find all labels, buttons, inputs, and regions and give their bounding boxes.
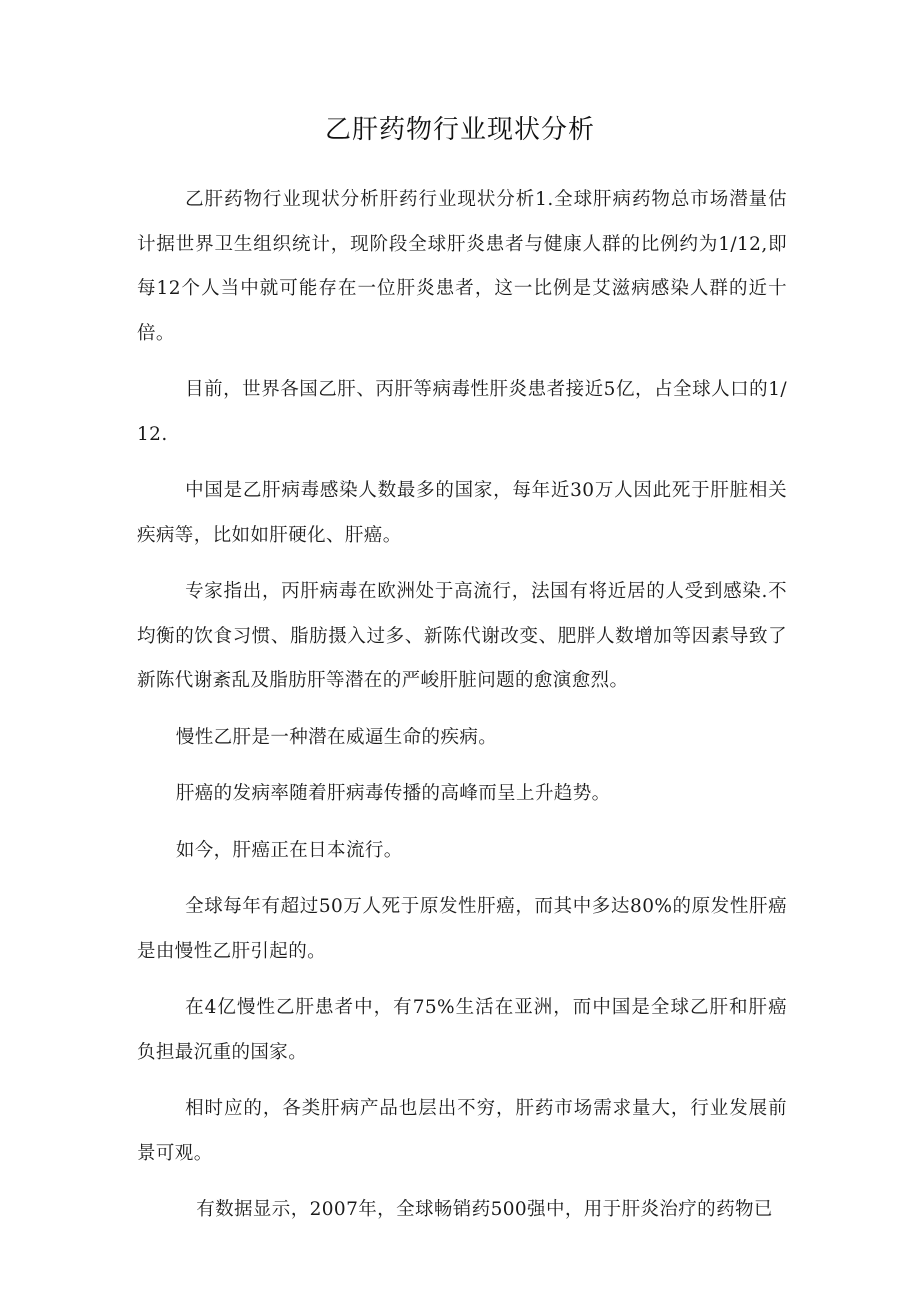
document-body [137,178,787,1245]
document-title: 乙肝药物行业现状分析 [324,115,595,145]
paragraph-1: 乙肝药物行业现状分析肝药行业现状分析1.全球肝病药物总市场潜量估计据世界卫生组织统计，现阶段全球肝炎患者与健康人群的比例约为1/12,即每12个人当中就可能存在一位肝炎患者，这一比例是艾滋病感染人群的近十倍。 [137,189,787,344]
paragraph-2: 目前，世界各国乙肝、丙肝等病毒性肝炎患者接近5亿，占全球人口的1/12. [137,379,787,445]
paragraph-10: 相时应的，各类肝病产品也层出不穷，肝药市场需求量大，行业发展前景可观。 [137,1098,787,1164]
paragraph-4: 专家指出，丙肝病毒在欧洲处于高流行，法国有将近居的人受到感染.不均衡的饮食习惯、脂肪摄入过多、新陈代谢改变、肥胖人数增加等因素导致了新陈代谢紊乱及脂肪肝等潜在的严峻肝脏问题的愈演愈烈。 [137,581,787,691]
paragraph-9: 在4亿慢性乙肝患者中，有75%生活在亚洲，而中国是全球乙肝和肝癌负担最沉重的国家。 [137,997,787,1063]
paragraph-3: 中国是乙肝病毒感染人数最多的国家，每年近30万人因此死于肝脏相关疾病等，比如如肝硬化、肝癌。 [137,480,787,546]
paragraph-7: 如今，肝癌正在日本流行。 [175,839,403,861]
paragraph-6: 肝癌的发病率随着肝病毒传播的高峰而呈上升趋势。 [175,783,611,804]
paragraph-8: 全球每年有超过50万人死于原发性肝癌，而其中多达80%的原发性肝癌是由慢性乙肝引起的。 [137,896,787,962]
paragraph-11: 有数据显示，2007年，全球畅销药500强中，用于肝炎治疗的药物已 [196,1199,773,1220]
paragraph-5: 慢性乙肝是一种潜在威逼生命的疾病。 [175,726,498,748]
